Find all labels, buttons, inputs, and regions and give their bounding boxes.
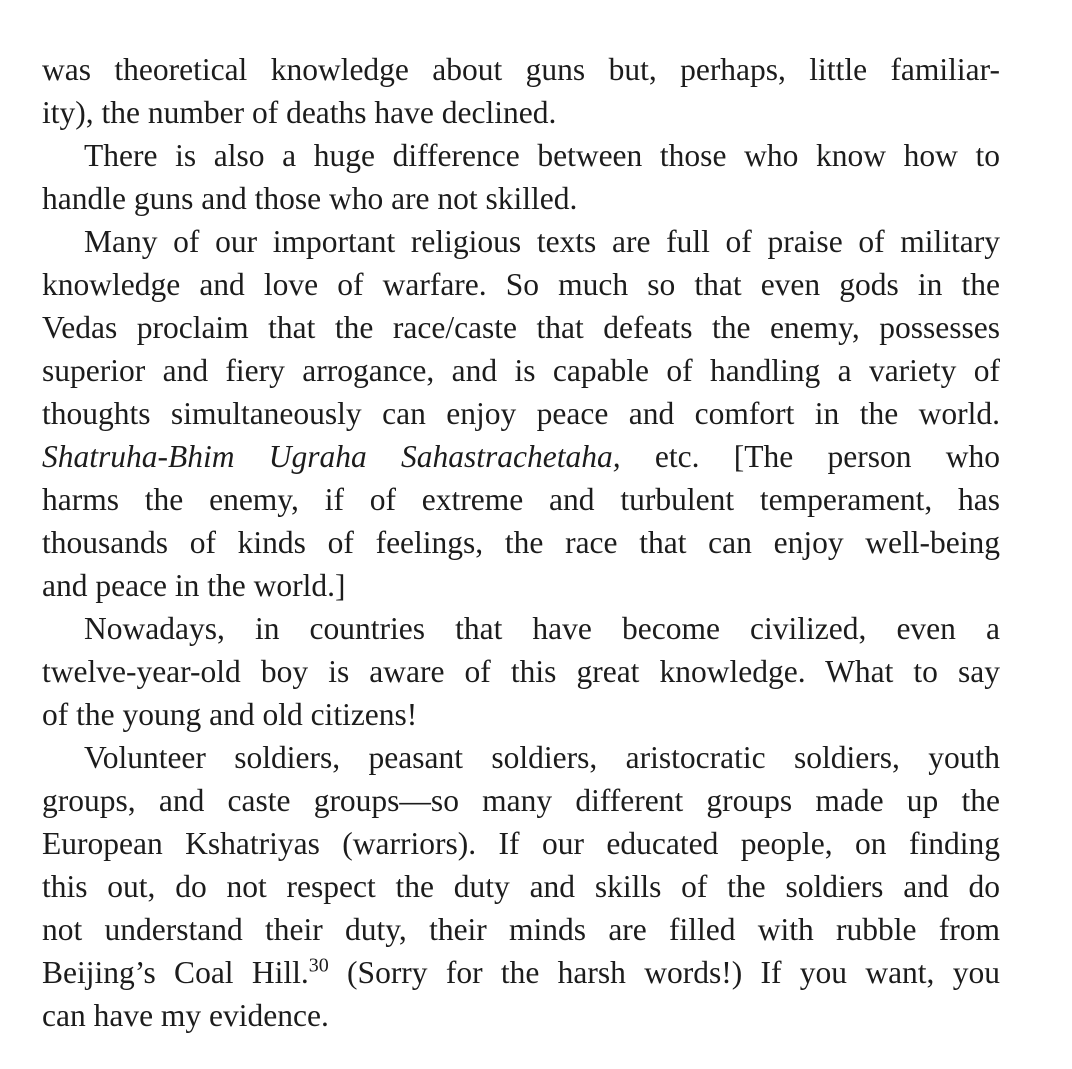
text-fragment: etc. [The person who <box>620 439 1000 474</box>
text-line: can have my evidence. <box>42 998 329 1033</box>
text-line: harms the enemy, if of extreme and turbulent temperament, has <box>42 482 1000 517</box>
footnote-reference[interactable]: 30 <box>308 954 329 977</box>
italic-phrase: Shatruha-Bhim Ugraha Sahastrachetaha, <box>42 439 621 474</box>
paragraph <box>42 134 1000 220</box>
page-body <box>42 48 1000 1037</box>
text-line: of the young and old citizens! <box>42 697 418 732</box>
text-line: Volunteer soldiers, peasant soldiers, aristocratic soldiers, youth <box>84 740 1000 775</box>
text-line: thoughts simultaneously can enjoy peace and comfort in the world. <box>42 396 1000 431</box>
text-line: knowledge and love of warfare. So much so that even gods in the <box>42 267 1000 302</box>
paragraph <box>42 736 1000 1037</box>
text-fragment: Beijing’s Coal Hill. <box>42 955 309 990</box>
text-line: groups, and caste groups—so many different groups made up the <box>42 783 1000 818</box>
text-line: European Kshatriyas (warriors). If our educated people, on finding <box>42 826 1000 861</box>
text-line: Vedas proclaim that the race/caste that defeats the enemy, possesses <box>42 310 1000 345</box>
text-line: not understand their duty, their minds are filled with rubble from <box>42 912 1000 947</box>
text-line: and peace in the world.] <box>42 568 346 603</box>
text-fragment: (Sorry for the harsh words!) If you want, you <box>328 955 1000 990</box>
text-line: Nowadays, in countries that have become civilized, even a <box>84 611 1000 646</box>
text-line <box>42 435 1000 478</box>
text-line: superior and fiery arrogance, and is capable of handling a variety of <box>42 353 1000 388</box>
text-line: was theoretical knowledge about guns but, perhaps, little familiar- <box>42 52 1000 87</box>
text-line: ity), the number of deaths have declined. <box>42 95 557 130</box>
paragraph <box>42 607 1000 736</box>
text-line: twelve-year-old boy is aware of this great knowledge. What to say <box>42 654 1000 689</box>
text-line: Many of our important religious texts are full of praise of military <box>84 224 1000 259</box>
text-line <box>42 951 1000 994</box>
text-line: thousands of kinds of feelings, the race that can enjoy well-being <box>42 525 1000 560</box>
text-line: this out, do not respect the duty and skills of the soldiers and do <box>42 869 1000 904</box>
text-line: handle guns and those who are not skilled. <box>42 181 578 216</box>
paragraph <box>42 48 1000 134</box>
text-line: There is also a huge difference between those who know how to <box>84 138 1000 173</box>
paragraph <box>42 220 1000 607</box>
